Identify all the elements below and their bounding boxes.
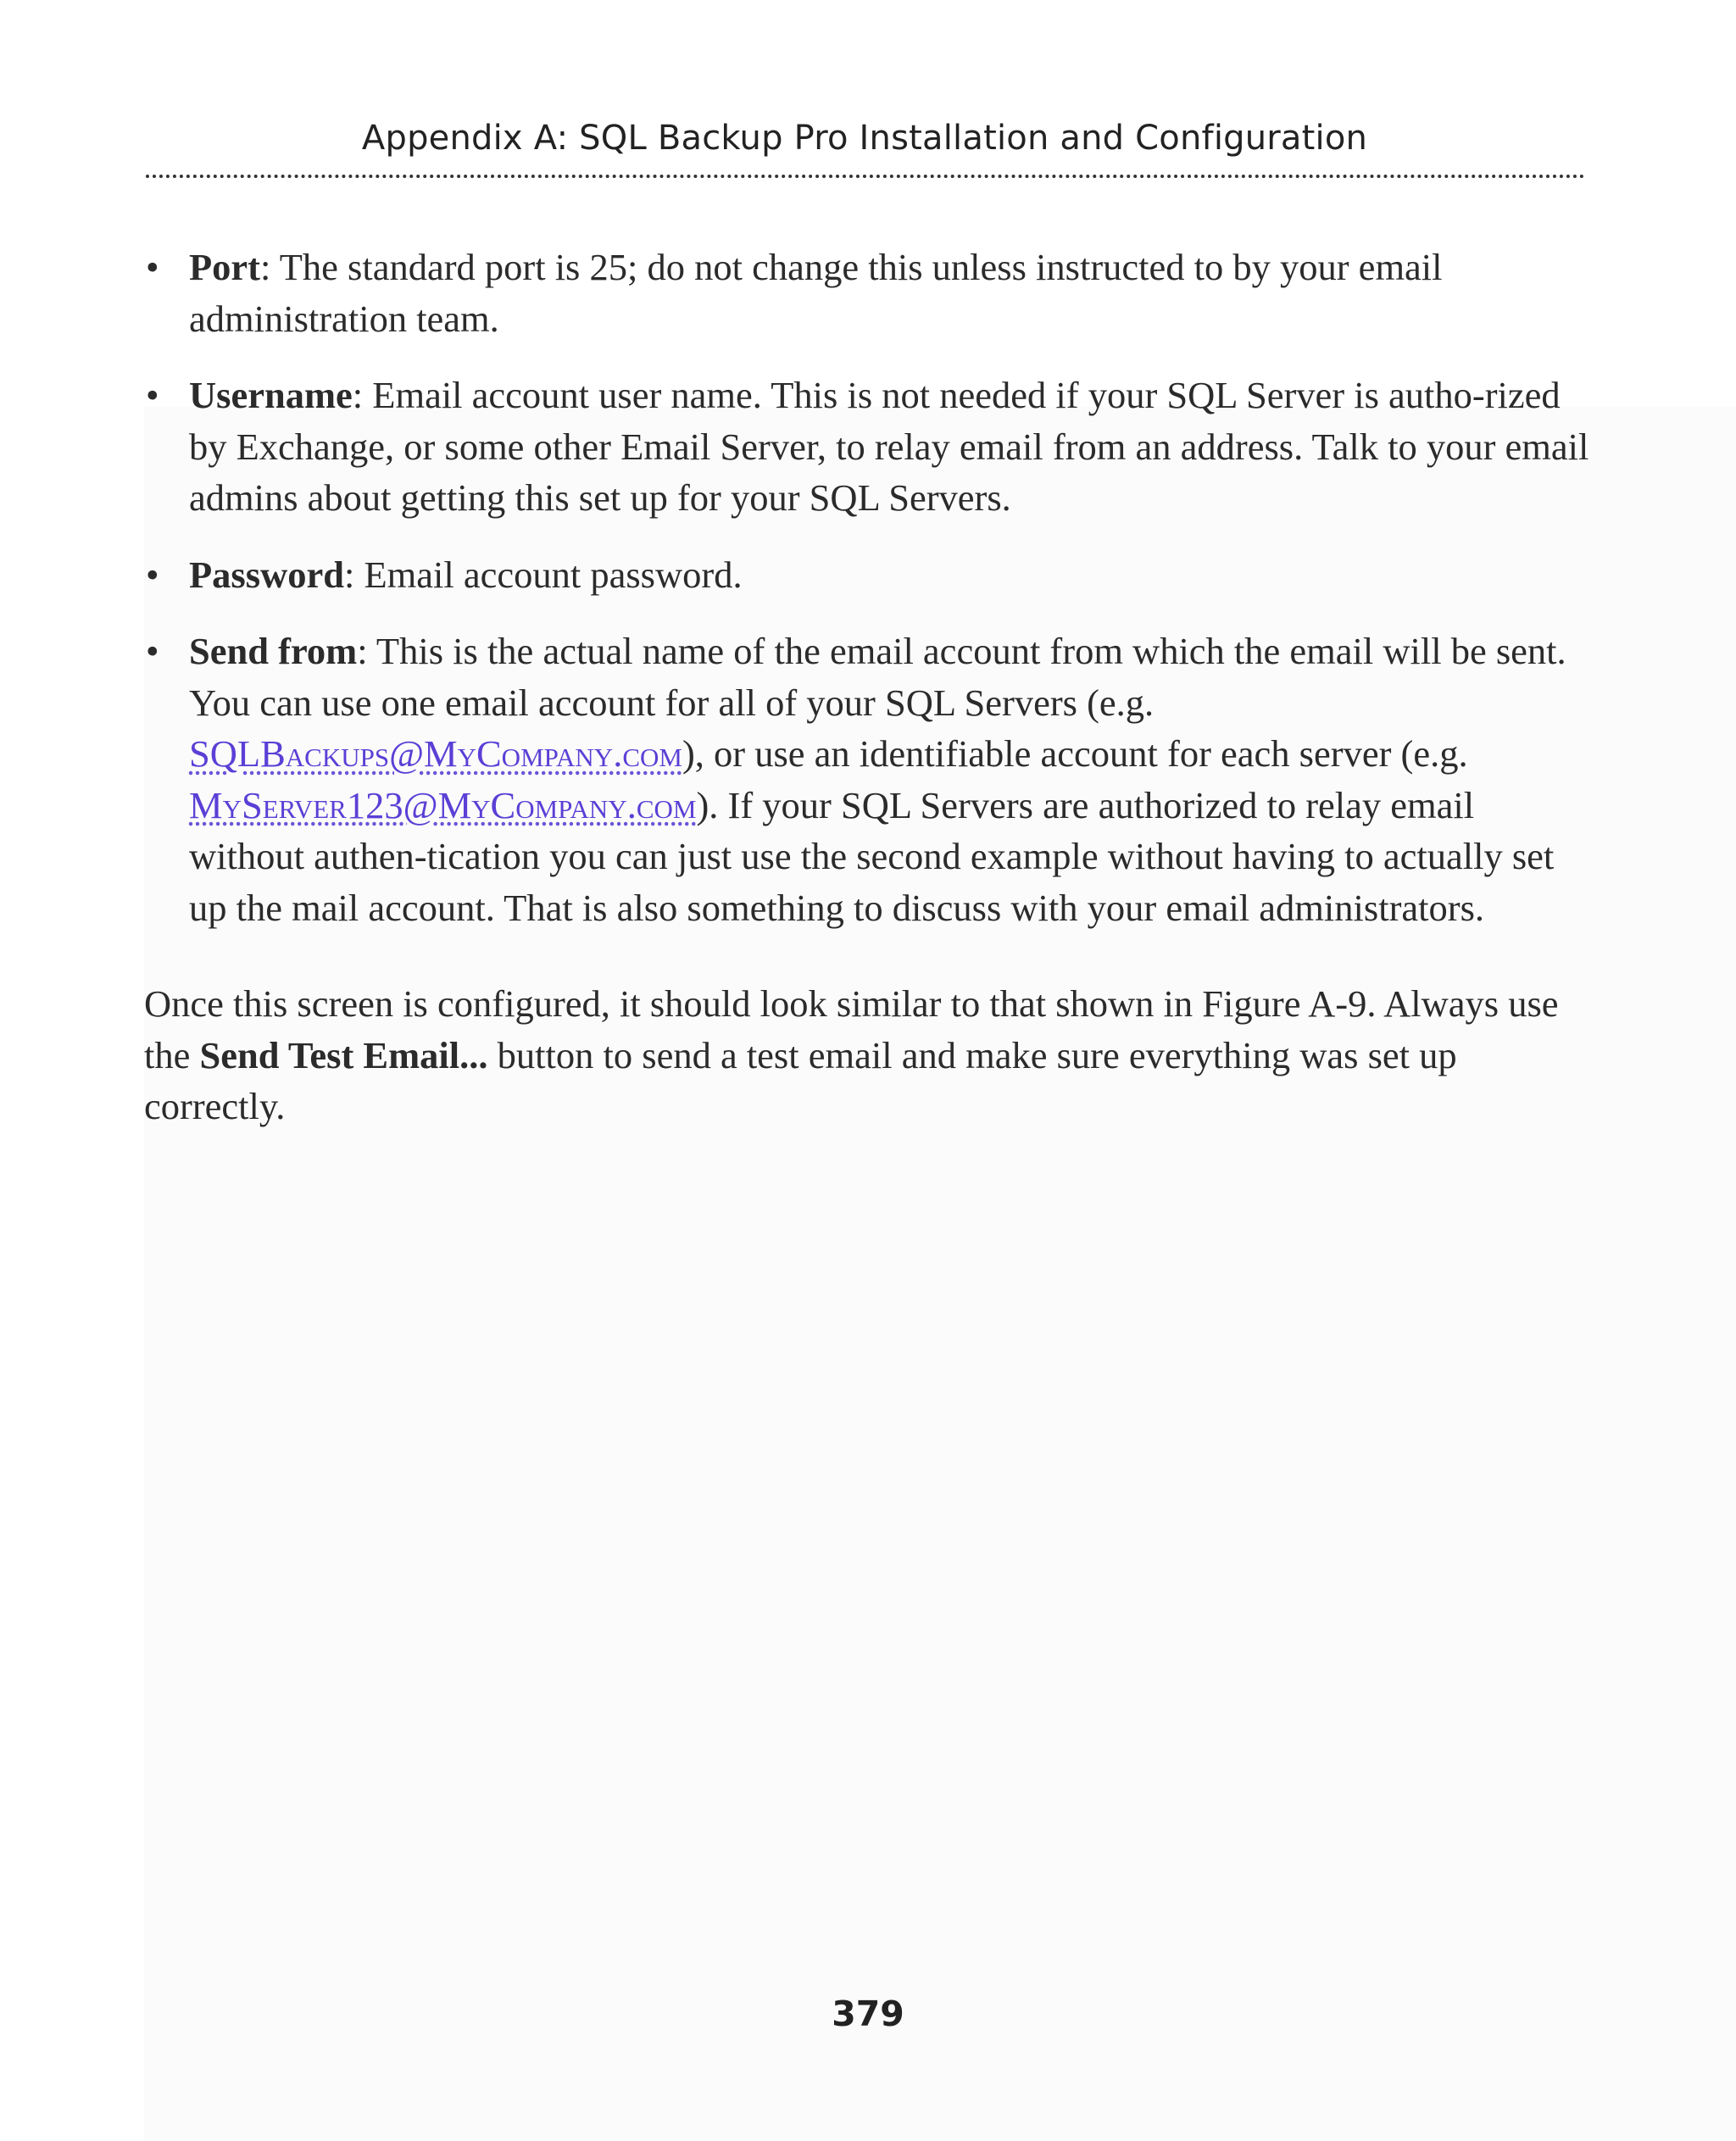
header-dotted-rule bbox=[146, 175, 1585, 178]
bullet-icon: • bbox=[146, 374, 159, 416]
description-send-from-part-1: : This is the actual name of the email account from which the email will be sent. You can use one email account for all of your SQL Servers (e.g. bbox=[189, 630, 1566, 724]
list-item-username bbox=[144, 370, 1590, 524]
email-link-myserver123[interactable]: MyServer123@MyCompany.com bbox=[189, 783, 697, 826]
description-send-from-part-2: ), or use an identifiable account for each server (e.g. bbox=[682, 732, 1468, 775]
description-port: : The standard port is 25; do not change this unless instructed to by your email administration team. bbox=[189, 246, 1443, 340]
bullet-icon: • bbox=[146, 553, 159, 596]
term-port: Port bbox=[189, 246, 261, 288]
send-test-email-reference: Send Test Email... bbox=[199, 1033, 488, 1076]
closing-text-part-1: Once this screen is configured, it should look similar to that shown in Figure A-9. Always use the bbox=[144, 982, 1559, 1076]
page-body bbox=[144, 242, 1590, 1132]
description-password: : Email account password. bbox=[343, 553, 743, 596]
description-send-from-part-3: ). If your SQL Servers are authorized to relay email without authen-tication you can just use the second example without having to actually set up the mail account. That is also something to discuss with your email administrators. bbox=[189, 783, 1555, 929]
term-username: Username bbox=[189, 374, 353, 416]
list-item-password bbox=[144, 549, 1590, 601]
list-item-send-from bbox=[144, 626, 1590, 933]
bullet-icon: • bbox=[146, 630, 159, 672]
term-send-from: Send from bbox=[189, 630, 358, 672]
term-password: Password bbox=[189, 553, 344, 596]
closing-paragraph bbox=[144, 978, 1590, 1132]
page-number: 379 bbox=[832, 1994, 904, 2034]
bullet-icon: • bbox=[146, 246, 159, 288]
running-header: Appendix A: SQL Backup Pro Installation and Configuration bbox=[361, 119, 1368, 158]
description-username: : Email account user name. This is not needed if your SQL Server is autho-rized by Exchange, or some other Email Server, to relay email from an address. Talk to your email admins about getting this set up for your SQL Servers. bbox=[189, 374, 1589, 519]
list-item-port bbox=[144, 242, 1590, 344]
settings-list bbox=[144, 242, 1590, 933]
closing-text-part-2: button to send a test email and make sure everything was set up correctly. bbox=[144, 1033, 1457, 1127]
email-link-sqlbackups[interactable]: SQLBackups@MyCompany.com bbox=[189, 732, 682, 775]
